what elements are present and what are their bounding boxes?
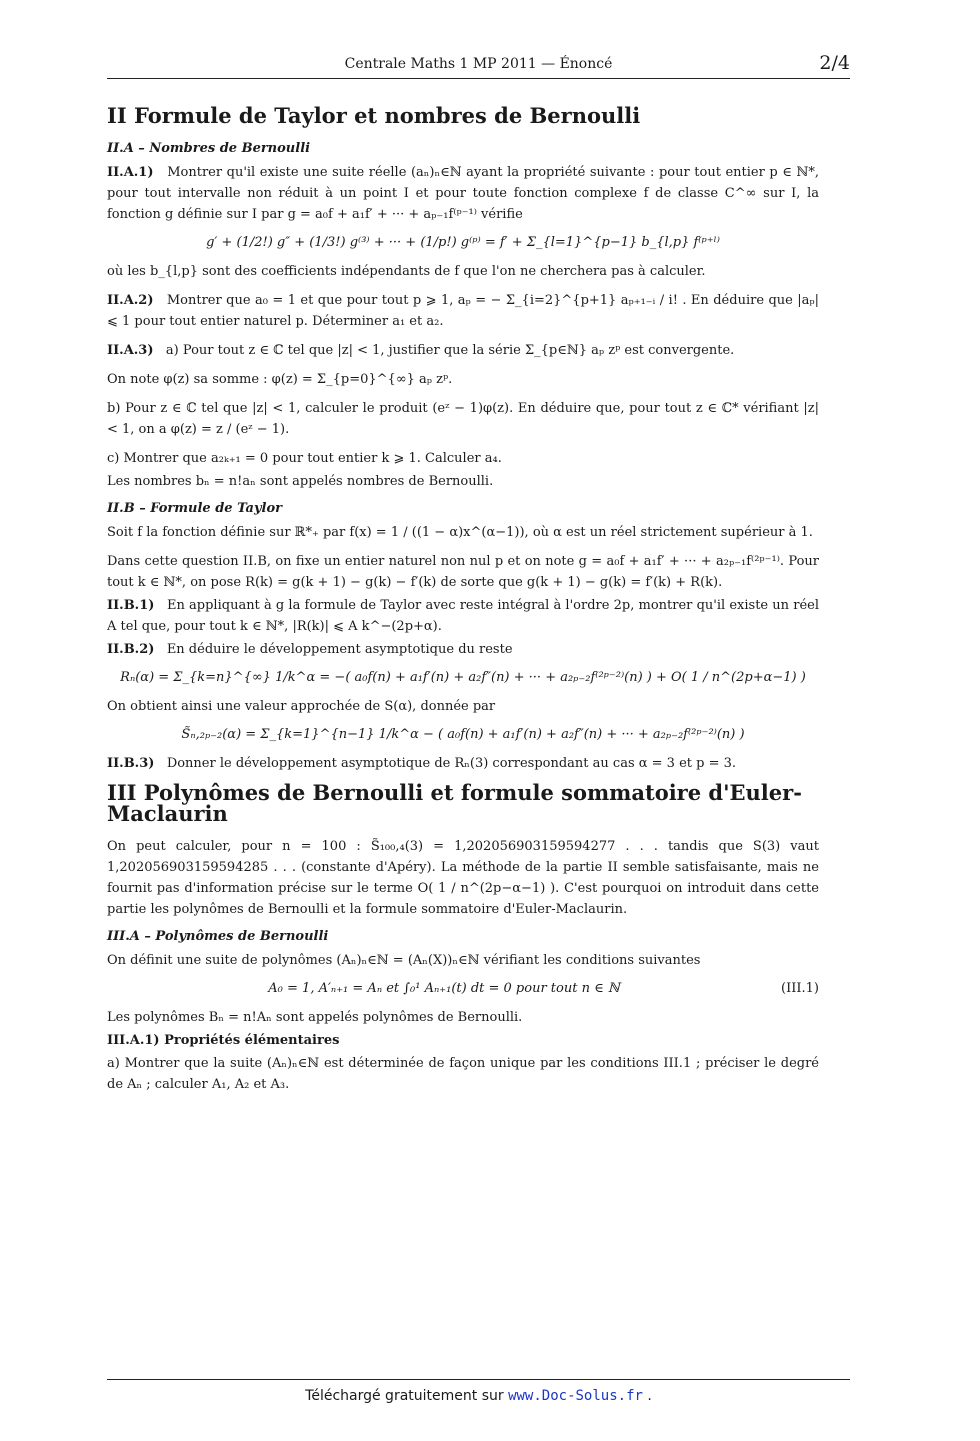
question-text: Donner le développement asymptotique de Rₙ(3) correspondant au cas α = 3 et p = 3. [166,756,737,771]
question-text: a) Pour tout z ∈ ℂ tel que |z| < 1, justifier que la série Σ_{p∈ℕ} aₚ zᵖ est convergente. [165,343,735,358]
question-text: Montrer qu'il existe une suite réelle (aₙ)ₙ∈ℕ ayant la propriété suivante : pour tout entier p ∈ ℕ*, pour tout intervalle non réduit à un point I et pour toute fonction complexe f de classe C^∞ sur I, la fonction g définie sur I par g = a₀f + a₁f′ + ··· + aₚ₋₁f⁽ᵖ⁻¹⁾ vérifie [107,165,819,222]
question-3a1-title: III.A.1) Propriétés élémentaires [107,1033,340,1048]
subsection-2a-title: II.A – Nombres de Bernoulli [107,141,311,156]
question-2a2 [107,290,819,332]
question-3a1a: a) Montrer que la suite (Aₙ)ₙ∈ℕ est déterminée de façon unique par les conditions III.1 ; préciser le degré de Aₙ ; calculer A₁, A₂ et A₃. [107,1056,819,1092]
paragraph-bernoulli-polynomials: Les polynômes Bₙ = n!Aₙ sont appelés polynômes de Bernoulli. [107,1010,523,1025]
question-text: En déduire le développement asymptotique du reste [166,642,513,657]
question-text: Montrer que a₀ = 1 et que pour tout p ⩾ 1, aₚ = − Σ_{i=2}^{p+1} aₚ₊₁₋ᵢ / i! . En déduire que |aₚ| ⩽ 1 pour tout entier naturel p. Déterminer a₁ et a₂. [107,293,819,329]
question-label: II.A.3) [107,343,154,358]
question-2a1 [107,162,819,225]
section-3-title: III Polynômes de Bernoulli et formule sommatoire d'Euler-Maclaurin [107,780,802,826]
equation-number: (III.1) [781,981,819,996]
question-label: II.B.3) [107,756,155,771]
paragraph-coefficients: où les b_{l,p} sont des coefficients indépendants de f que l'on ne cherchera pas à calculer. [107,264,706,279]
page-number: 2/4 [819,52,850,74]
equation-4-body: A₀ = 1, A′ₙ₊₁ = Aₙ et ∫₀¹ Aₙ₊₁(t) dt = 0 pour tout n ∈ ℕ [268,981,620,996]
header-title: Centrale Maths 1 MP 2011 — Énoncé [344,56,613,72]
equation-4 [107,978,819,999]
question-2b3 [107,753,819,774]
subsection-2b-title: II.B – Formule de Taylor [107,501,282,516]
paragraph-g-definition: Dans cette question II.B, on fixe un entier naturel non nul p et on note g = a₀f + a₁f′ + ··· + a₂ₚ₋₁f⁽²ᵖ⁻¹⁾. Pour tout k ∈ ℕ*, on pose R(k) = g(k + 1) − g(k) − f′(k) de sorte que g(k + 1) − g(k) = f′(k) + R(k). [107,554,819,590]
paragraph-f-definition: Soit f la fonction définie sur ℝ*₊ par f(x) = 1 / ((1 − α)x^(α−1)), où α est un réel strictement supérieur à 1. [107,525,813,540]
paragraph-bernoulli-numbers: Les nombres bₙ = n!aₙ sont appelés nombres de Bernoulli. [107,474,494,489]
equation-2: Rₙ(α) = Σ_{k=n}^{∞} 1/k^α = −( a₀f(n) + a₁f′(n) + a₂f″(n) + ··· + a₂ₚ₋₂f⁽²ᵖ⁻²⁾(n) ) + O( 1 / n^(2p+α−1) ) [120,670,806,685]
question-label: II.A.1) [107,165,154,180]
paragraph-approx: On obtient ainsi une valeur approchée de S(α), donnée par [107,699,496,714]
page-header [107,52,850,79]
question-2a3b: b) Pour z ∈ ℂ tel que |z| < 1, calculer le produit (eᶻ − 1)φ(z). En déduire que, pour tout z ∈ ℂ* vérifiant |z| < 1, on a φ(z) = z / (eᶻ − 1). [107,401,819,437]
subsection-3a-title: III.A – Polynômes de Bernoulli [107,929,329,944]
equation-3: S̃ₙ,₂ₚ₋₂(α) = Σ_{k=1}^{n−1} 1/k^α − ( a₀f(n) + a₁f′(n) + a₂f″(n) + ··· + a₂ₚ₋₂f⁽²ᵖ⁻²⁾(n) ) [181,727,745,742]
question-2b2 [107,639,819,660]
footer-suffix: . [642,1388,652,1404]
footer-link[interactable]: www.Doc-Solus.fr [508,1388,643,1404]
question-label: II.A.2) [107,293,154,308]
question-2b1 [107,595,819,637]
question-label: II.B.1) [107,598,155,613]
page-footer [107,1379,850,1404]
equation-1: g′ + (1/2!) g″ + (1/3!) g⁽³⁾ + ··· + (1/p!) g⁽ᵖ⁾ = f′ + Σ_{l=1}^{p−1} b_{l,p} f⁽ᵖ⁺ˡ⁾ [206,235,720,250]
page-content [107,105,819,1097]
paragraph-polynomial-sequence: On définit une suite de polynômes (Aₙ)ₙ∈ℕ = (Aₙ(X))ₙ∈ℕ vérifiant les conditions suivantes [107,953,701,968]
question-text: En appliquant à g la formule de Taylor avec reste intégral à l'ordre 2p, montrer qu'il existe un réel A tel que, pour tout k ∈ ℕ*, |R(k)| ⩽ A k^−(2p+α). [107,598,820,634]
question-2a3c: c) Montrer que a₂ₖ₊₁ = 0 pour tout entier k ⩾ 1. Calculer a₄. [107,451,502,466]
section-2-title: II Formule de Taylor et nombres de Bernoulli [107,103,641,128]
paragraph-section-3-intro: On peut calculer, pour n = 100 : S̃₁₀₀,₄(3) = 1,202056903159594277 . . . tandis que S(3) vaut 1,202056903159594285 . . . (constante d'Apéry). La méthode de la partie II semble satisfaisante, mais ne fournit pas d'information précise sur le terme O( 1 / n^(2p−α−1) ). C'est pourquoi on introduit dans cette partie les polynômes de Bernoulli et la formule sommatoire d'Euler-Maclaurin. [107,839,819,917]
paragraph-phi: On note φ(z) sa somme : φ(z) = Σ_{p=0}^{∞} aₚ zᵖ. [107,372,453,387]
question-label: II.B.2) [107,642,155,657]
question-2a3 [107,340,819,361]
footer-text: Téléchargé gratuitement sur [305,1388,504,1404]
